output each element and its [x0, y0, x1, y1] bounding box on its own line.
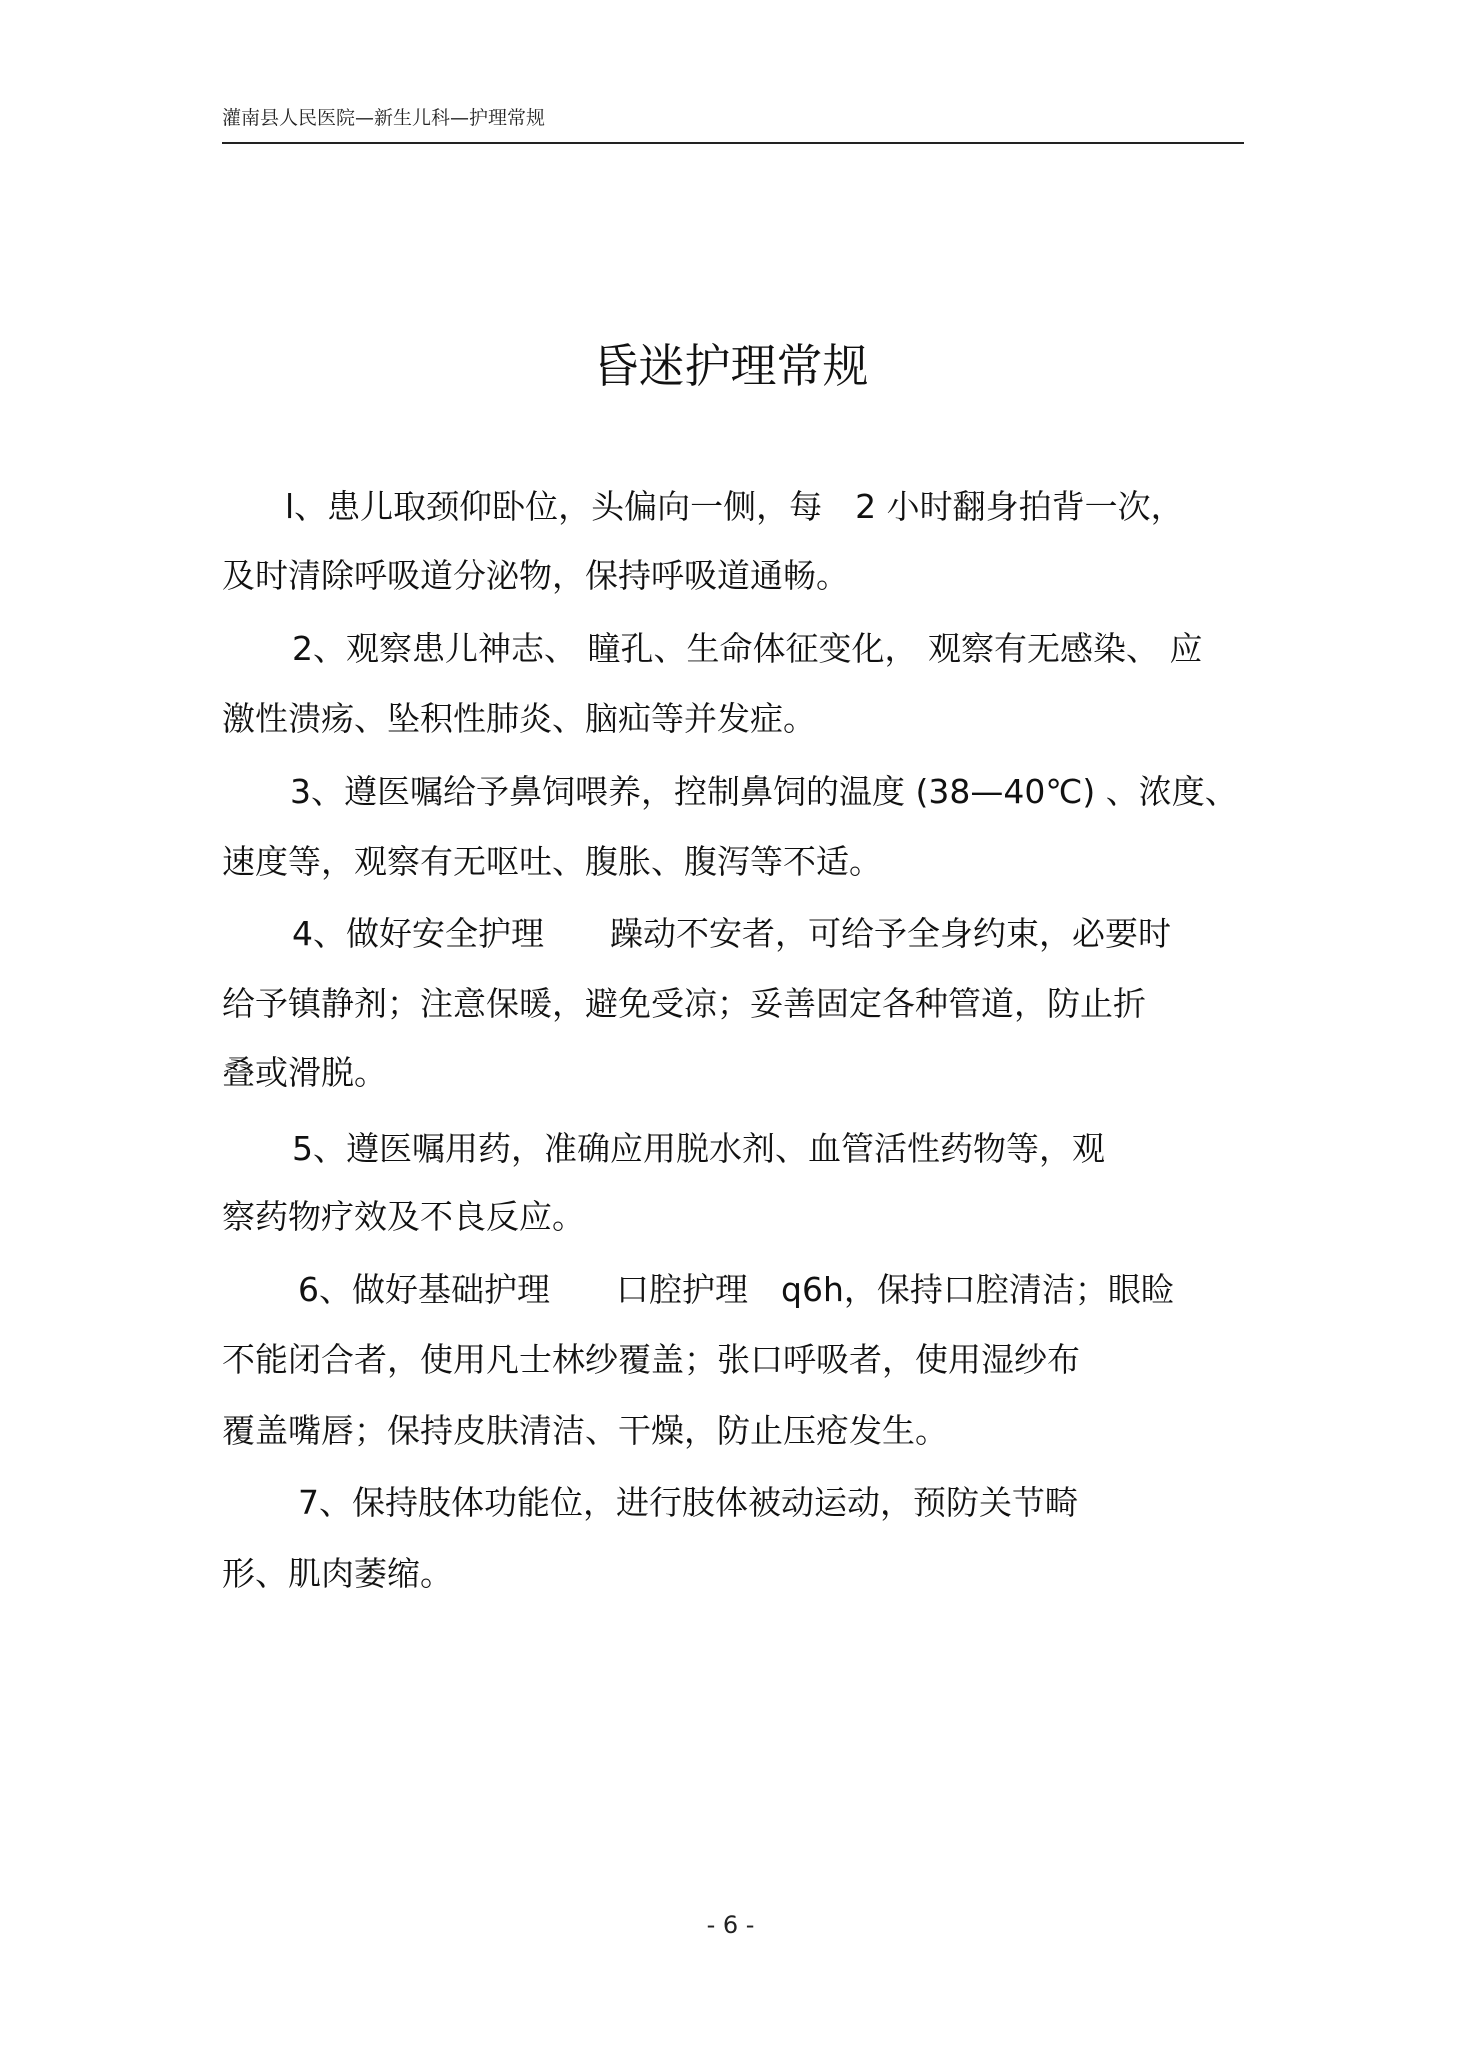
page-number: - 6 - — [706, 1911, 755, 1939]
item-1-line-1: l、患儿取颈仰卧位，头偏向一侧，每 2 小时翻身拍背一次， — [285, 487, 1184, 526]
item-7-line-2: 形、肌肉萎缩。 — [222, 1554, 453, 1593]
item-4-line-2: 给予镇静剂；注意保暖，避免受凉；妥善固定各种管道，防止折 — [222, 984, 1146, 1023]
item-6-line-3: 覆盖嘴唇；保持皮肤清洁、干燥，防止压疮发生。 — [222, 1411, 948, 1450]
item-4-line-3: 叠或滑脱。 — [222, 1053, 387, 1092]
item-6-line-2: 不能闭合者，使用凡士林纱覆盖；张口呼吸者，使用湿纱布 — [222, 1340, 1080, 1379]
header-text: 灌南县人民医院—新生儿科—护理常规 — [222, 107, 546, 129]
item-5-line-1: 5、遵医嘱用药，准确应用脱水剂、血管活性药物等，观 — [292, 1129, 1105, 1168]
item-1-line-2: 及时清除呼吸道分泌物，保持呼吸道通畅。 — [222, 556, 849, 595]
page-header — [222, 104, 1244, 144]
item-5-line-2: 察药物疗效及不良反应。 — [222, 1197, 585, 1236]
item-4-line-1: 4、做好安全护理 躁动不安者，可给予全身约束，必要时 — [292, 914, 1171, 953]
item-6-line-1: 6、做好基础护理 口腔护理 q6h，保持口腔清洁；眼睑 — [298, 1270, 1174, 1309]
document-title: 昏迷护理常规 — [592, 339, 869, 393]
item-3-line-2: 速度等，观察有无呕吐、腹胀、腹泻等不适。 — [222, 842, 882, 881]
item-7-line-1: 7、保持肢体功能位，进行肢体被动运动，预防关节畸 — [298, 1483, 1078, 1522]
item-2-line-1: 2、观察患儿神志、 瞳孔、生命体征变化， 观察有无感染、 应 — [292, 629, 1203, 668]
item-2-line-2: 激性溃疡、坠积性肺炎、脑疝等并发症。 — [222, 699, 816, 738]
item-3-line-1: 3、遵医嘱给予鼻饲喂养，控制鼻饲的温度 (38—40℃) 、浓度、 — [290, 772, 1238, 811]
